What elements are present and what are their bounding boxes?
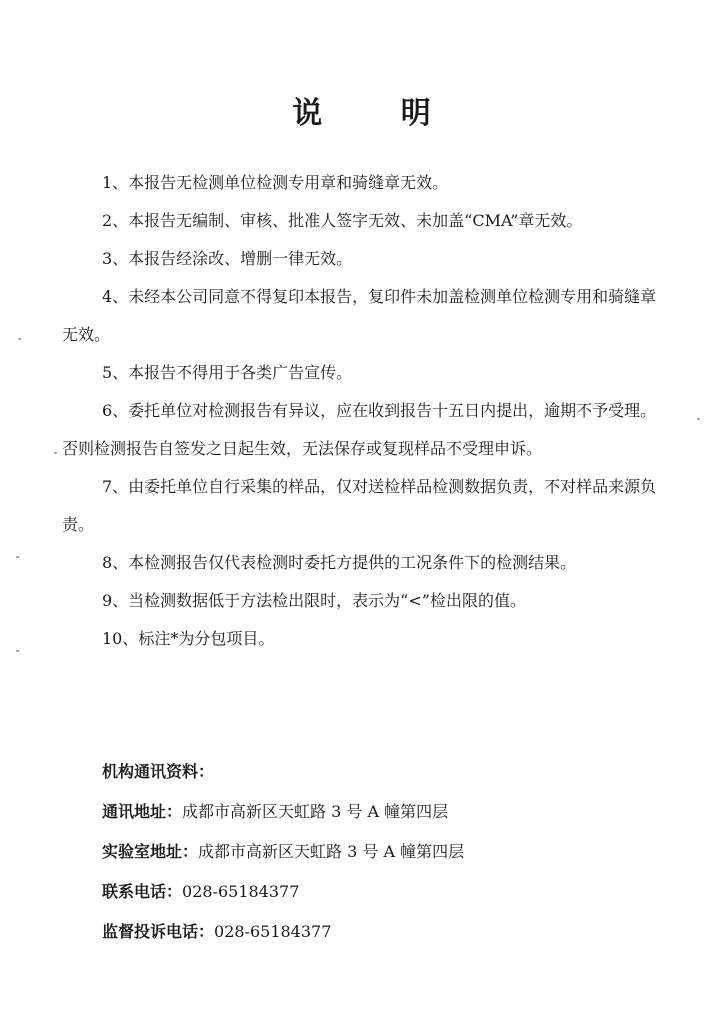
- address-label: 通讯地址：: [102, 802, 183, 821]
- scan-speck: [16, 556, 19, 558]
- phone-value: 028-65184377: [182, 882, 300, 901]
- note-item: 10、标注*为分包项目。: [102, 629, 275, 648]
- notes-list: [62, 164, 662, 658]
- note-item: 1、本报告无检测单位检测专用章和骑缝章无效。: [102, 173, 449, 192]
- lab-address-label: 实验室地址：: [102, 842, 199, 861]
- scan-speck: [54, 452, 57, 454]
- lab-address-row: [102, 832, 662, 872]
- note-item: 4、未经本公司同意不得复印本报告，复印件未加盖检测单位检测专用和骑缝章无效。: [62, 287, 657, 344]
- complaint-phone-label: 监督投诉电话：: [102, 922, 215, 941]
- contact-section: [102, 752, 662, 952]
- address-row: [102, 792, 662, 832]
- phone-label: 联系电话：: [102, 882, 183, 901]
- note-item: 3、本报告经涂改、增删一律无效。: [102, 249, 353, 268]
- scan-speck: [18, 338, 21, 340]
- note-item: 2、本报告无编制、审核、批准人签字无效、未加盖“CMA”章无效。: [102, 211, 583, 230]
- note-item: 8、本检测报告仅代表检测时委托方提供的工况条件下的检测结果。: [102, 553, 577, 572]
- phone-row: [102, 872, 662, 912]
- scan-speck: [697, 418, 700, 420]
- complaint-phone-row: [102, 912, 662, 952]
- note-item: 9、当检测数据低于方法检出限时，表示为“<”检出限的值。: [102, 591, 526, 610]
- address-value: 成都市高新区天虹路 3 号 A 幢第四层: [182, 802, 449, 821]
- scan-speck: [16, 650, 19, 652]
- note-item: 5、本报告不得用于各类广告宣传。: [102, 363, 353, 382]
- complaint-phone-value: 028-65184377: [214, 922, 332, 941]
- contact-heading: 机构通讯资料：: [102, 762, 215, 781]
- page-title: 说 明: [292, 96, 465, 131]
- lab-address-value: 成都市高新区天虹路 3 号 A 幢第四层: [198, 842, 465, 861]
- note-item: 7、由委托单位自行采集的样品，仅对送检样品检测数据负责，不对样品来源负责。: [62, 477, 657, 534]
- note-item: 6、委托单位对检测报告有异议，应在收到报告十五日内提出，逾期不予受理。否则检测报告自签发之日起生效，无法保存或复现样品不受理申诉。: [62, 401, 657, 458]
